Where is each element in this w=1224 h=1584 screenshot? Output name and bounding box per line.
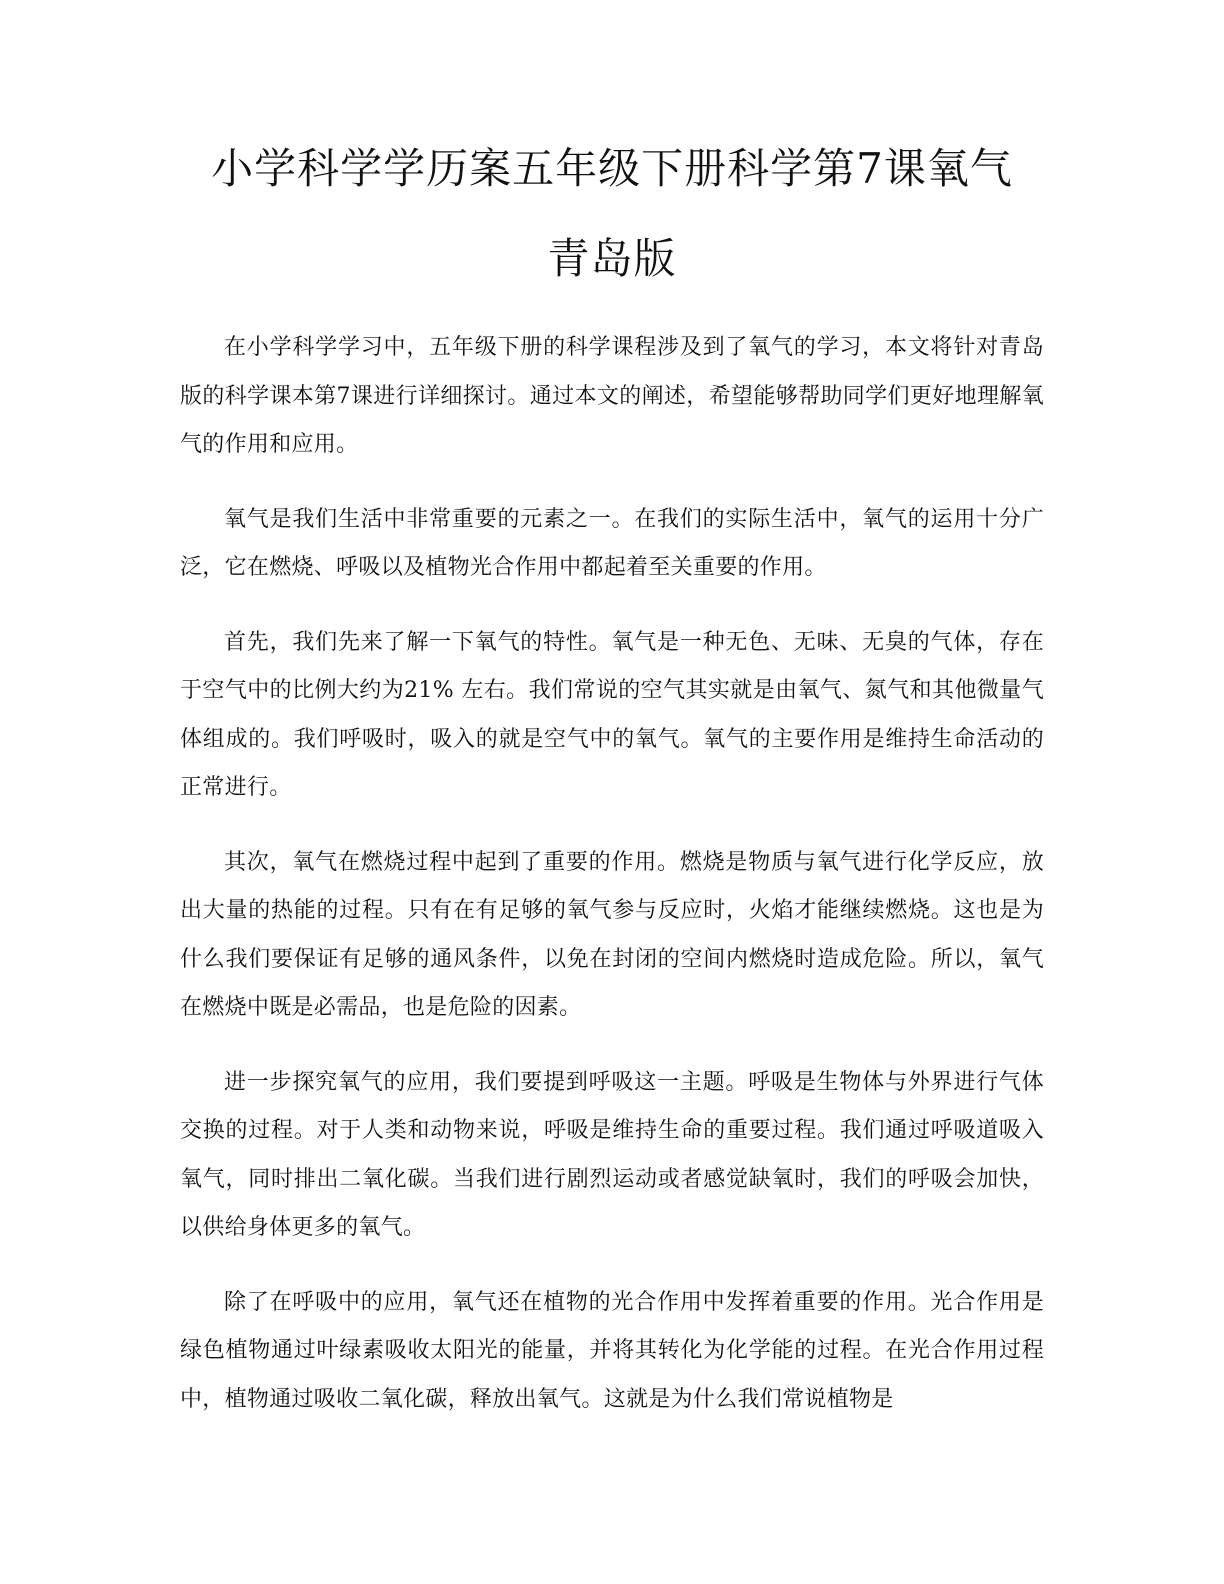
paragraph-importance: 氧气是我们生活中非常重要的元素之一。在我们的实际生活中，氧气的运用十分广泛，它在燃烧、呼吸以及植物光合作用中都起着至关重要的作用。 (180, 506, 1044, 580)
paragraph-combustion: 其次，氧气在燃烧过程中起到了重要的作用。燃烧是物质与氧气进行化学反应，放出大量的热能的过程。只有在有足够的氧气参与反应时，火焰才能继续燃烧。这也是为什么我们要保证有足够的通风条件，以免在封闭的空间内燃烧时造成危险。所以，氧气在燃烧中既是必需品，也是危险的因素。 (180, 849, 1044, 1020)
paragraph-photosynthesis: 除了在呼吸中的应用，氧气还在植物的光合作用中发挥着重要的作用。光合作用是绿色植物通过叶绿素吸收太阳光的能量，并将其转化为化学能的过程。在光合作用过程中，植物通过吸收二氧化碳，释放出氧气。这就是为什么我们常说植物是 (180, 1289, 1044, 1412)
document-title (150, 124, 1074, 304)
title-line-2: 青岛版 (547, 234, 677, 283)
title-line-1: 小学科学学历案五年级下册科学第7课氧气 (211, 144, 1013, 193)
document-body (180, 324, 1044, 1450)
paragraph-properties: 首先，我们先来了解一下氧气的特性。氧气是一种无色、无味、无臭的气体，存在于空气中的比例大约为21% 左右。我们常说的空气其实就是由氧气、氮气和其他微量气体组成的。我们呼吸时，吸入的就是空气中的氧气。氧气的主要作用是维持生命活动的正常进行。 (180, 629, 1044, 800)
paragraph-intro: 在小学科学学习中，五年级下册的科学课程涉及到了氧气的学习，本文将针对青岛版的科学课本第7课进行详细探讨。通过本文的阐述，希望能够帮助同学们更好地理解氧气的作用和应用。 (180, 335, 1044, 457)
paragraph-respiration: 进一步探究氧气的应用，我们要提到呼吸这一主题。呼吸是生物体与外界进行气体交换的过程。对于人类和动物来说，呼吸是维持生命的重要过程。我们通过呼吸道吸入氧气，同时排出二氧化碳。当我们进行剧烈运动或者感觉缺氧时，我们的呼吸会加快，以供给身体更多的氧气。 (180, 1069, 1044, 1240)
